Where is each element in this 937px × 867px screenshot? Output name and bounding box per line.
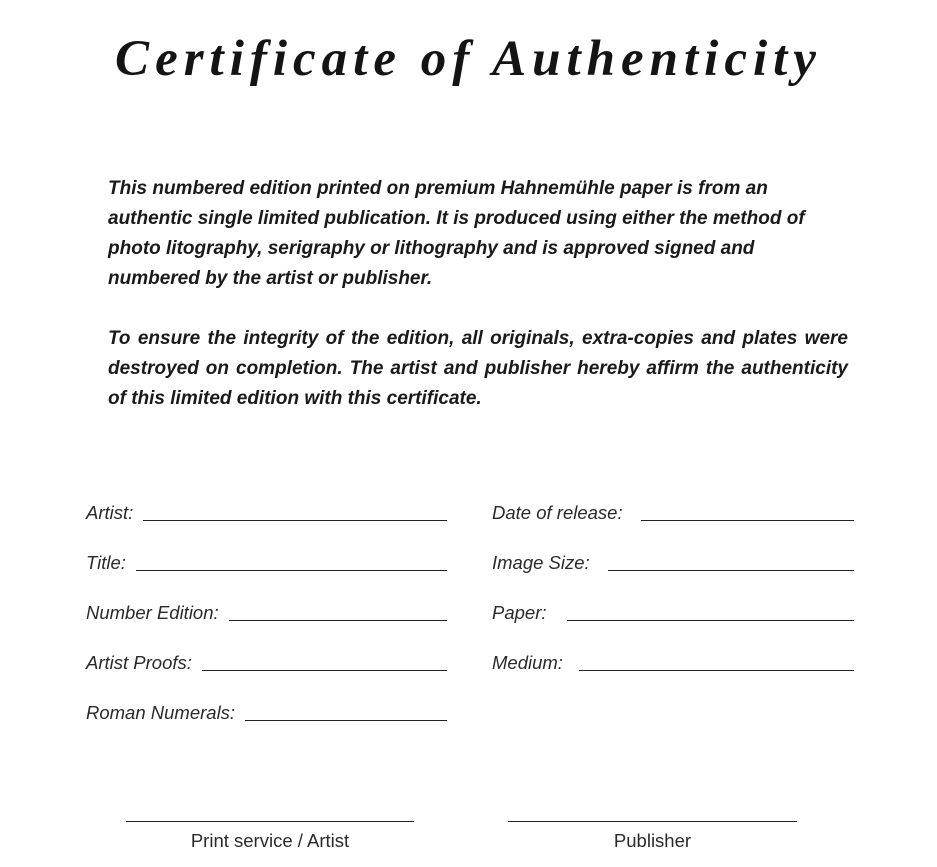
artist-label: Artist: bbox=[86, 502, 134, 523]
artist-proofs-label: Artist Proofs: bbox=[86, 652, 192, 673]
print-service-signature-line[interactable] bbox=[126, 821, 414, 822]
title-input-line[interactable] bbox=[136, 570, 447, 571]
paper-input-line[interactable] bbox=[567, 620, 854, 621]
image-size-input-line[interactable] bbox=[608, 570, 854, 571]
artist-input-line[interactable] bbox=[143, 520, 447, 521]
number-edition-field bbox=[86, 598, 447, 624]
paper-field bbox=[492, 598, 854, 624]
title-field bbox=[86, 548, 447, 574]
artist-proofs-input-line[interactable] bbox=[202, 670, 447, 671]
artist-field bbox=[86, 498, 447, 524]
print-service-caption: Print service / Artist bbox=[190, 830, 350, 851]
publisher-signature-line[interactable] bbox=[508, 821, 797, 822]
roman-numerals-label: Roman Numerals: bbox=[86, 702, 236, 723]
date-of-release-label: Date of release: bbox=[492, 502, 623, 523]
date-of-release-field bbox=[492, 498, 854, 524]
image-size-field bbox=[492, 548, 854, 574]
number-edition-input-line[interactable] bbox=[229, 620, 447, 621]
paper-label: Paper: bbox=[492, 602, 547, 623]
medium-input-line[interactable] bbox=[579, 670, 854, 671]
artist-proofs-field bbox=[86, 648, 447, 674]
medium-field bbox=[492, 648, 854, 674]
intro-paragraph: This numbered edition printed on premium Hahnemühle paper is from an authentic single limited publication. It is produced using either the method of photo litography, serigraphy or lithography and is approved signed and numbered by the artist or publisher. bbox=[108, 178, 805, 289]
certificate-title: Certificate of Authenticity bbox=[115, 31, 822, 87]
publisher-caption: Publisher bbox=[613, 830, 692, 851]
roman-numerals-input-line[interactable] bbox=[245, 720, 447, 721]
title-label: Title: bbox=[86, 552, 126, 573]
roman-numerals-field bbox=[86, 698, 447, 724]
date-of-release-input-line[interactable] bbox=[641, 520, 854, 521]
image-size-label: Image Size: bbox=[492, 552, 590, 573]
medium-label: Medium: bbox=[492, 652, 563, 673]
number-edition-label: Number Edition: bbox=[86, 602, 219, 623]
integrity-paragraph: To ensure the integrity of the edition, all originals, extra-copies and plates were destroyed on completion. The artist and publisher hereby affirm the authenticity of this limited edition with this certificate. bbox=[108, 328, 848, 409]
